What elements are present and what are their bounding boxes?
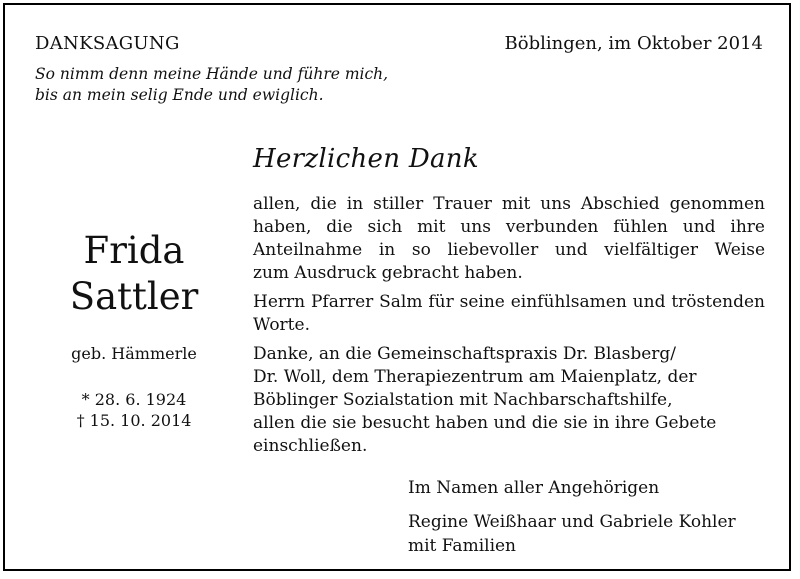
- notice-heading: DANKSAGUNG: [35, 33, 180, 54]
- verse: [35, 64, 388, 106]
- signoff-intro: Im Namen aller Angehörigen: [408, 478, 660, 498]
- location-date: Böblingen, im Oktober 2014: [504, 33, 763, 54]
- text-line: allen die sie besucht haben und die sie in ihre Gebete: [253, 413, 717, 433]
- thanks-paragraph: [253, 193, 765, 285]
- signoff-names: Regine Weißhaar und Gabriele Kohler: [408, 512, 736, 532]
- thanks-title: Herzlichen Dank: [253, 144, 479, 174]
- verse-line: bis an mein selig Ende und ewiglich.: [35, 86, 324, 104]
- text-line: zum Ausdruck gebracht haben.: [253, 263, 523, 283]
- last-name: Sattler: [69, 275, 199, 318]
- deceased-name: [50, 228, 218, 320]
- signoff: [408, 476, 736, 558]
- death-date: † 15. 10. 2014: [76, 411, 192, 430]
- life-dates: [50, 389, 218, 431]
- text-line: allen, die in stiller Trauer mit uns Abschied genommen: [253, 194, 765, 214]
- birth-date: * 28. 6. 1924: [81, 390, 187, 409]
- text-line: Dr. Woll, dem Therapiezentrum am Maienplatz, der: [253, 367, 697, 387]
- thanks-body: [253, 193, 765, 464]
- text-line: haben, die sich mit uns verbunden fühlen und ihre: [253, 217, 765, 237]
- text-line: Anteilnahme in so liebevoller und vielfältiger Weise: [253, 240, 765, 260]
- signoff-family: mit Familien: [408, 536, 517, 556]
- thanks-paragraph: [253, 343, 765, 458]
- first-name: Frida: [83, 229, 185, 272]
- text-line: Worte.: [253, 315, 310, 335]
- text-line: einschließen.: [253, 436, 368, 456]
- verse-line: So nimm denn meine Hände und führe mich,: [35, 65, 389, 83]
- text-line: Böblinger Sozialstation mit Nachbarschaftshilfe,: [253, 390, 673, 410]
- maiden-name: geb. Hämmerle: [71, 344, 197, 363]
- text-line: Danke, an die Gemeinschaftspraxis Dr. Blasberg/: [253, 344, 676, 364]
- text-line: Herrn Pfarrer Salm für seine einfühlsamen und tröstenden: [253, 292, 765, 312]
- thanks-paragraph: [253, 291, 765, 337]
